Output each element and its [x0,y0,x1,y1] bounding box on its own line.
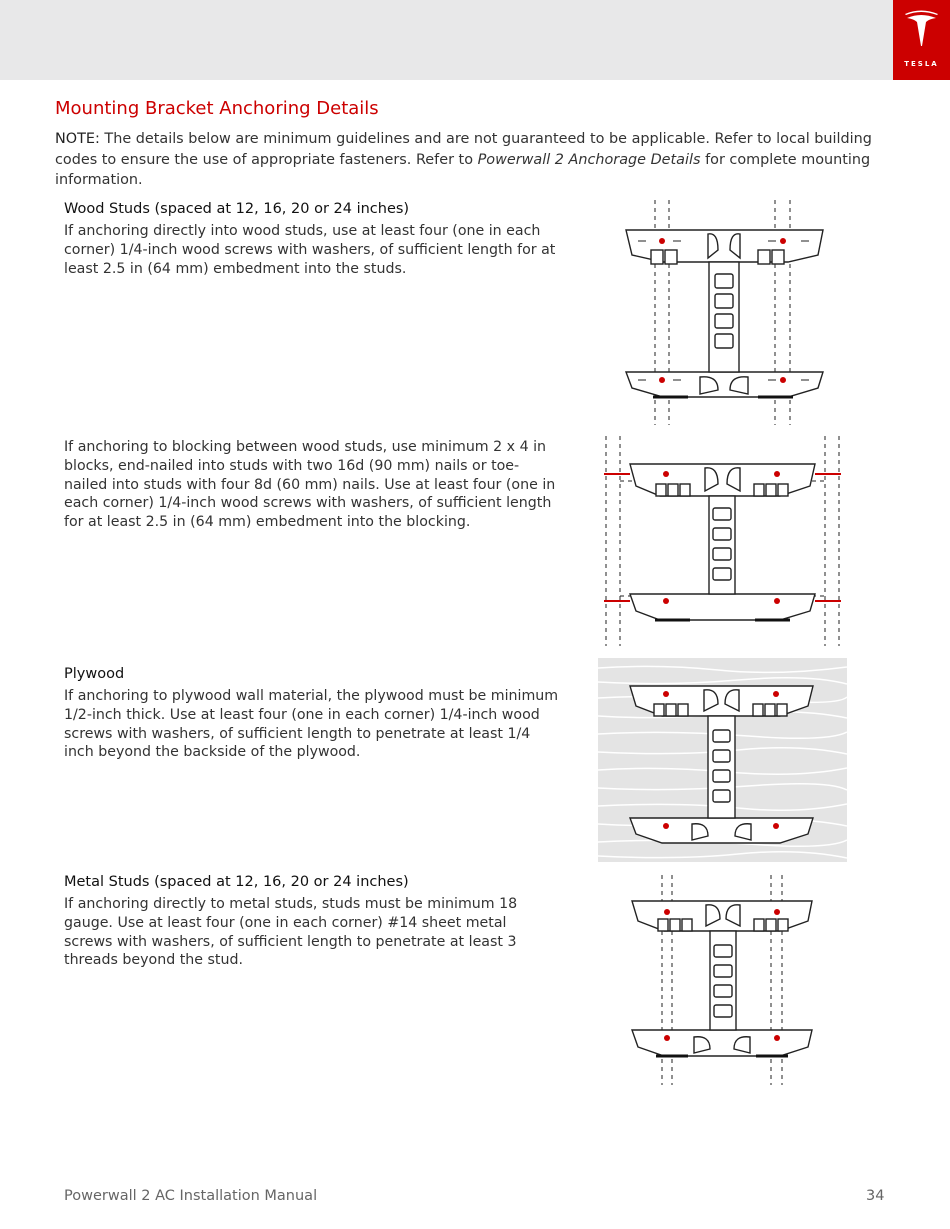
plywood-section [64,664,559,762]
bracket-icon [626,230,823,397]
header-band [0,0,950,80]
footer-manual-title: Powerwall 2 AC Installation Manual [64,1188,318,1204]
wood-studs-section [64,199,559,278]
metal-studs-bracket-diagram [628,875,818,1085]
logo-wordmark: TESLA [904,60,939,68]
blocking-bracket-diagram [600,436,845,646]
wood-studs-bracket-diagram [618,200,833,425]
metal-studs-section [64,872,559,970]
note-label: NOTE: [55,131,100,147]
note-text-after: for complete mounting information. [55,151,871,188]
note-text-before: The details below are minimum guidelines and are not guaranteed to be applicable. Refer to local building codes to ensure the use of appropriate fasteners. Refer to [55,131,872,168]
wood-studs-heading: Wood Studs (spaced at 12, 16, 20 or 24 inches) [64,201,410,217]
note-reference: Powerwall 2 Anchorage Details [477,151,701,168]
blocking-text: If anchoring to blocking between wood studs, use minimum 2 x 4 in blocks, end-nailed into studs with two 16d (90 mm) nails or toe-nailed into studs with four 8d (60 mm) nails. Use at least four (one in each corner) 1/4-inch wood screws with washers, of sufficient length for at least 2.5 in (64 mm) embedment into the blocking. [64,439,556,531]
metal-studs-text: If anchoring directly to metal studs, studs must be minimum 18 gauge. Use at least four (one in each corner) #14 sheet metal screws with washers, of sufficient length to penetrate at least 3 threads beyond the stud. [64,896,518,969]
section-title: Mounting Bracket Anchoring Details [55,98,379,119]
tesla-logo [893,0,950,80]
bracket-icon [632,901,812,1056]
plywood-bracket-diagram [598,658,847,862]
plywood-heading: Plywood [64,666,125,682]
blocking-section [64,438,559,532]
note-paragraph [55,129,875,191]
metal-studs-heading: Metal Studs (spaced at 12, 16, 20 or 24 inches) [64,874,409,890]
plywood-text: If anchoring to plywood wall material, the plywood must be minimum 1/2-inch thick. Use at least four (one in each corner) 1/4-inch wood screws with washers, of sufficient length to penetrate at least 1/4 inch beyond the backside of the plywood. [64,688,559,761]
tesla-t-icon [893,0,950,60]
bracket-icon [630,464,815,620]
footer-page-number: 34 [866,1188,885,1204]
wood-studs-text: If anchoring directly into wood studs, use at least four (one in each corner) 1/4-inch wood screws with washers, of sufficient length for at least 2.5 in (64 mm) embedment into the studs. [64,223,556,277]
